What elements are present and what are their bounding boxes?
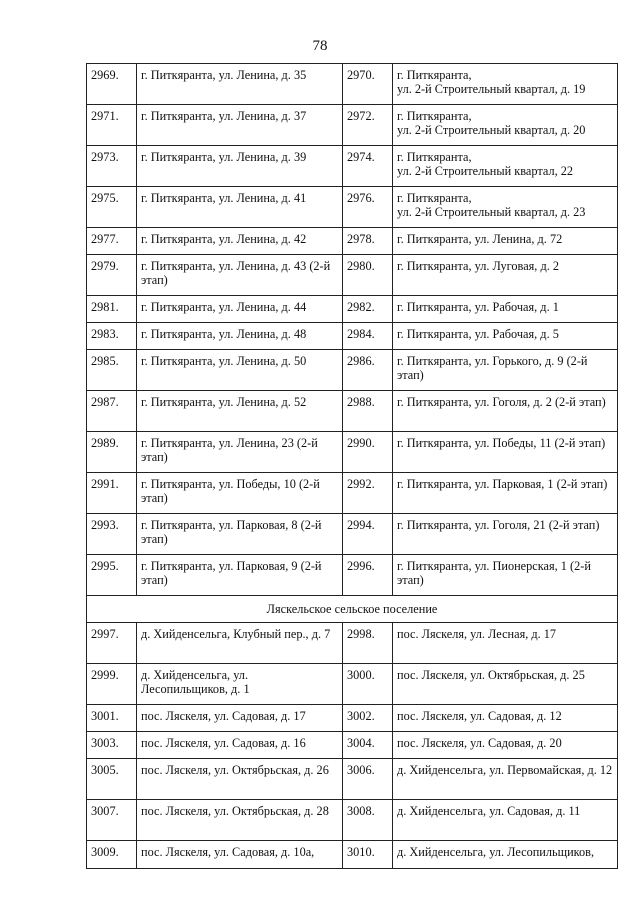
entry-number: 2982. bbox=[343, 296, 393, 323]
table-row bbox=[87, 64, 618, 105]
address-table bbox=[86, 63, 618, 869]
entry-address: г. Питкяранта, ул. Ленина, д. 43 (2-й этап) bbox=[137, 255, 343, 296]
entry-number: 3008. bbox=[343, 800, 393, 841]
entry-address: пос. Ляскеля, ул. Лесная, д. 17 bbox=[393, 623, 618, 664]
table-row bbox=[87, 732, 618, 759]
entry-number: 2981. bbox=[87, 296, 137, 323]
entry-number: 2977. bbox=[87, 228, 137, 255]
entry-number: 2988. bbox=[343, 391, 393, 432]
entry-address: г. Питкяранта, ул. Ленина, д. 42 bbox=[137, 228, 343, 255]
entry-address: пос. Ляскеля, ул. Садовая, д. 12 bbox=[393, 705, 618, 732]
entry-address: г. Питкяранта, ул. Парковая, 9 (2-й этап) bbox=[137, 555, 343, 596]
entry-address: пос. Ляскеля, ул. Октябрьская, д. 28 bbox=[137, 800, 343, 841]
entry-number: 2976. bbox=[343, 187, 393, 228]
entry-number: 3000. bbox=[343, 664, 393, 705]
table-row bbox=[87, 146, 618, 187]
entry-address: г. Питкяранта, ул. Ленина, д. 35 bbox=[137, 64, 343, 105]
entry-number: 2996. bbox=[343, 555, 393, 596]
entry-number: 2997. bbox=[87, 623, 137, 664]
entry-address: д. Хийденсельга, ул. Первомайская, д. 12 bbox=[393, 759, 618, 800]
entry-number: 2972. bbox=[343, 105, 393, 146]
entry-number: 2971. bbox=[87, 105, 137, 146]
page-number: 78 bbox=[312, 38, 328, 54]
entry-address: г. Питкяранта, ул. Ленина, д. 44 bbox=[137, 296, 343, 323]
entry-number: 3010. bbox=[343, 841, 393, 869]
entry-address: д. Хийденсельга, ул. Лесопильщиков, д. 1 bbox=[137, 664, 343, 705]
table-row bbox=[87, 841, 618, 869]
table-row bbox=[87, 555, 618, 596]
table-row bbox=[87, 296, 618, 323]
entry-number: 2969. bbox=[87, 64, 137, 105]
table-row bbox=[87, 187, 618, 228]
entry-address: г. Питкяранта, ул. Гоголя, 21 (2-й этап) bbox=[393, 514, 618, 555]
entry-number: 2991. bbox=[87, 473, 137, 514]
entry-address: г. Питкяранта, ул. Ленина, д. 48 bbox=[137, 323, 343, 350]
entry-address: г. Питкяранта, ул. 2-й Строительный квартал, д. 20 bbox=[393, 105, 618, 146]
entry-number: 2978. bbox=[343, 228, 393, 255]
entry-number: 3005. bbox=[87, 759, 137, 800]
entry-number: 2998. bbox=[343, 623, 393, 664]
entry-address: г. Питкяранта, ул. Гоголя, д. 2 (2-й этап) bbox=[393, 391, 618, 432]
entry-number: 2979. bbox=[87, 255, 137, 296]
entry-number: 2994. bbox=[343, 514, 393, 555]
entry-number: 3003. bbox=[87, 732, 137, 759]
entry-number: 2975. bbox=[87, 187, 137, 228]
entry-address: пос. Ляскеля, ул. Октябрьская, д. 26 bbox=[137, 759, 343, 800]
entry-address: г. Питкяранта, ул. Ленина, д. 37 bbox=[137, 105, 343, 146]
entry-number: 3002. bbox=[343, 705, 393, 732]
entry-number: 2999. bbox=[87, 664, 137, 705]
entry-number: 3001. bbox=[87, 705, 137, 732]
entry-address: пос. Ляскеля, ул. Садовая, д. 17 bbox=[137, 705, 343, 732]
entry-address: г. Питкяранта, ул. Парковая, 1 (2-й этап) bbox=[393, 473, 618, 514]
entry-address: д. Хийденсельга, ул. Лесопильщиков, bbox=[393, 841, 618, 869]
entry-address: г. Питкяранта, ул. 2-й Строительный квартал, 22 bbox=[393, 146, 618, 187]
entry-address: г. Питкяранта, ул. Ленина, 23 (2-й этап) bbox=[137, 432, 343, 473]
entry-address: г. Питкяранта, ул. 2-й Строительный квартал, д. 23 bbox=[393, 187, 618, 228]
entry-address: д. Хийденсельга, ул. Садовая, д. 11 bbox=[393, 800, 618, 841]
entry-address: г. Питкяранта, ул. 2-й Строительный квартал, д. 19 bbox=[393, 64, 618, 105]
table-row bbox=[87, 228, 618, 255]
entry-number: 2985. bbox=[87, 350, 137, 391]
entry-number: 2970. bbox=[343, 64, 393, 105]
entry-number: 3004. bbox=[343, 732, 393, 759]
entry-address: г. Питкяранта, ул. Ленина, д. 39 bbox=[137, 146, 343, 187]
entry-address: пос. Ляскеля, ул. Октябрьская, д. 25 bbox=[393, 664, 618, 705]
entry-address: г. Питкяранта, ул. Ленина, д. 52 bbox=[137, 391, 343, 432]
entry-address: г. Питкяранта, ул. Парковая, 8 (2-й этап) bbox=[137, 514, 343, 555]
table-row bbox=[87, 705, 618, 732]
table-row bbox=[87, 350, 618, 391]
table-row bbox=[87, 473, 618, 514]
entry-number: 2992. bbox=[343, 473, 393, 514]
entry-number: 2995. bbox=[87, 555, 137, 596]
table-row bbox=[87, 432, 618, 473]
table-row bbox=[87, 255, 618, 296]
entry-number: 2984. bbox=[343, 323, 393, 350]
entry-number: 2987. bbox=[87, 391, 137, 432]
entry-address: пос. Ляскеля, ул. Садовая, д. 16 bbox=[137, 732, 343, 759]
table-row bbox=[87, 391, 618, 432]
address-table-body bbox=[87, 64, 618, 869]
entry-number: 2986. bbox=[343, 350, 393, 391]
entry-address: г. Питкяранта, ул. Рабочая, д. 5 bbox=[393, 323, 618, 350]
entry-address: г. Питкяранта, ул. Победы, 11 (2-й этап) bbox=[393, 432, 618, 473]
table-row bbox=[87, 623, 618, 664]
table-row bbox=[87, 759, 618, 800]
section-title: Ляскельское сельское поселение bbox=[87, 596, 618, 623]
entry-address: г. Питкяранта, ул. Ленина, д. 41 bbox=[137, 187, 343, 228]
entry-address: г. Питкяранта, ул. Победы, 10 (2-й этап) bbox=[137, 473, 343, 514]
entry-address: г. Питкяранта, ул. Горького, д. 9 (2-й этап) bbox=[393, 350, 618, 391]
entry-address: г. Питкяранта, ул. Луговая, д. 2 bbox=[393, 255, 618, 296]
table-row bbox=[87, 800, 618, 841]
table-row bbox=[87, 323, 618, 350]
table-row bbox=[87, 105, 618, 146]
entry-number: 3009. bbox=[87, 841, 137, 869]
entry-address: пос. Ляскеля, ул. Садовая, д. 20 bbox=[393, 732, 618, 759]
entry-number: 2983. bbox=[87, 323, 137, 350]
entry-number: 3006. bbox=[343, 759, 393, 800]
entry-address: г. Питкяранта, ул. Ленина, д. 50 bbox=[137, 350, 343, 391]
entry-address: д. Хийденсельга, Клубный пер., д. 7 bbox=[137, 623, 343, 664]
table-row bbox=[87, 664, 618, 705]
entry-number: 2989. bbox=[87, 432, 137, 473]
table-row bbox=[87, 514, 618, 555]
section-header-row bbox=[87, 596, 618, 623]
entry-address: пос. Ляскеля, ул. Садовая, д. 10а, bbox=[137, 841, 343, 869]
entry-number: 2980. bbox=[343, 255, 393, 296]
entry-address: г. Питкяранта, ул. Ленина, д. 72 bbox=[393, 228, 618, 255]
entry-number: 2973. bbox=[87, 146, 137, 187]
entry-address: г. Питкяранта, ул. Пионерская, 1 (2-й этап) bbox=[393, 555, 618, 596]
entry-number: 3007. bbox=[87, 800, 137, 841]
entry-number: 2993. bbox=[87, 514, 137, 555]
entry-number: 2974. bbox=[343, 146, 393, 187]
entry-number: 2990. bbox=[343, 432, 393, 473]
entry-address: г. Питкяранта, ул. Рабочая, д. 1 bbox=[393, 296, 618, 323]
